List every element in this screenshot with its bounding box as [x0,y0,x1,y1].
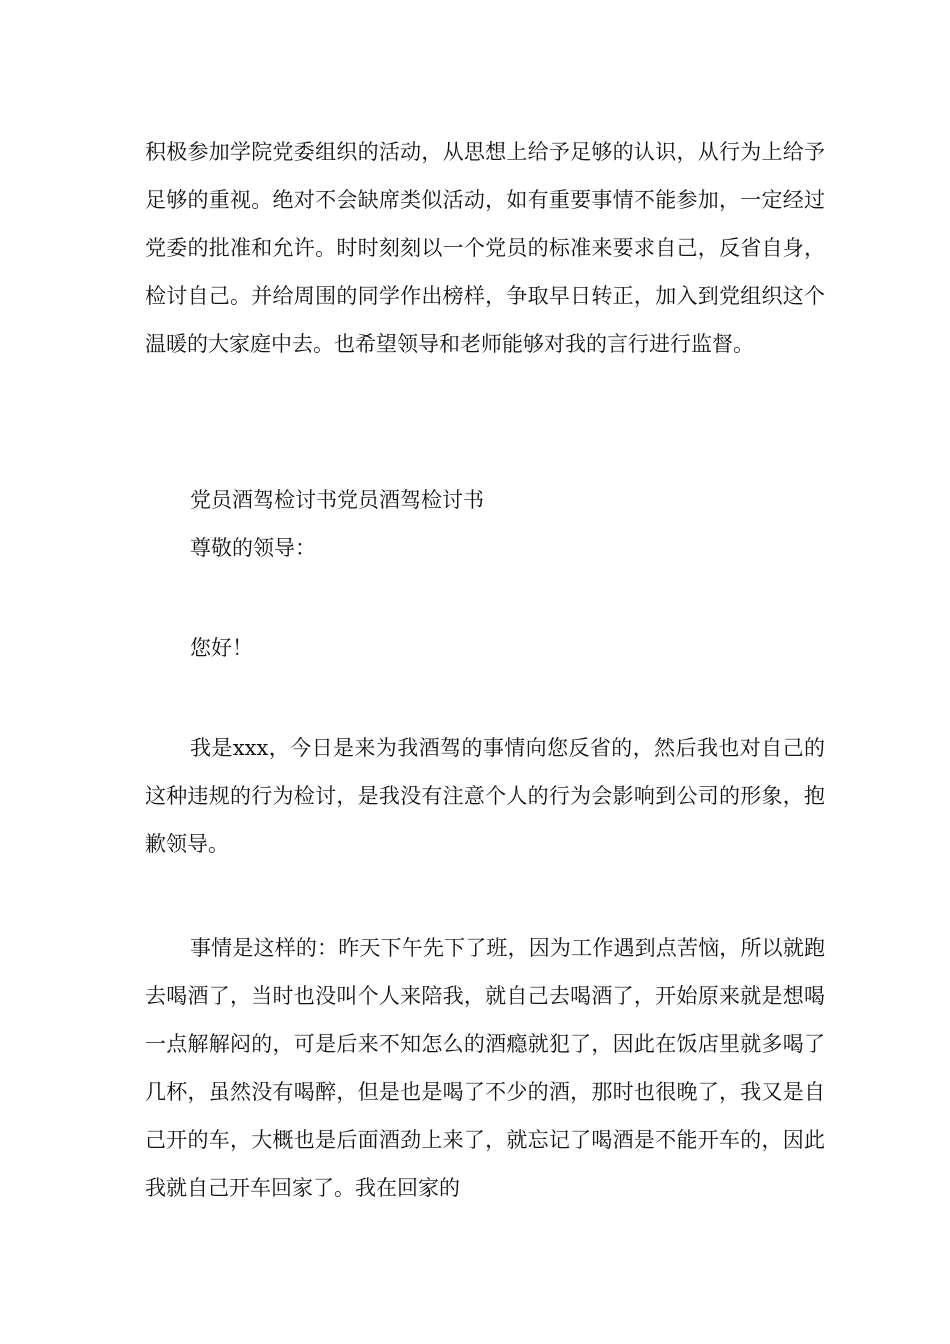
paragraph-intro: 我是xxx，今日是来为我酒驾的事情向您反省的，然后我也对自己的这种违规的行为检讨，是我没有注意个人的行为会影响到公司的形象，抱歉领导。 [145,736,825,856]
paragraph-party-activities: 积极参加学院党委组织的活动，从思想上给予足够的认识，从行为上给予足够的重视。绝对不会缺席类似活动，如有重要事情不能参加，一定经过党委的批准和允许。时时刻刻以一个党员的标准来要求自己，反省自身，检讨自己。并给周围的同学作出榜样，争取早日转正，加入到党组织这个温暖的大家庭中去。也希望领导和老师能够对我的言行进行监督。 [145,140,825,356]
greeting: 您好！ [190,636,253,660]
paragraph-story: 事情是这样的：昨天下午先下了班，因为工作遇到点苦恼，所以就跑去喝酒了，当时也没叫个人来陪我，就自己去喝酒了，开始原来就是想喝一点解解闷的，可是后来不知怎么的酒瘾就犯了，因此在饭店里就多喝了几杯，虽然没有喝醉，但是也是喝了不少的酒，那时也很晚了，我又是自己开的车，大概也是后面酒劲上来了，就忘记了喝酒是不能开车的，因此我就自己开车回家了。我在回家的 [145,936,825,1200]
document-title: 党员酒驾检讨书党员酒驾检讨书 [190,488,484,512]
salutation: 尊敬的领导： [190,536,316,560]
